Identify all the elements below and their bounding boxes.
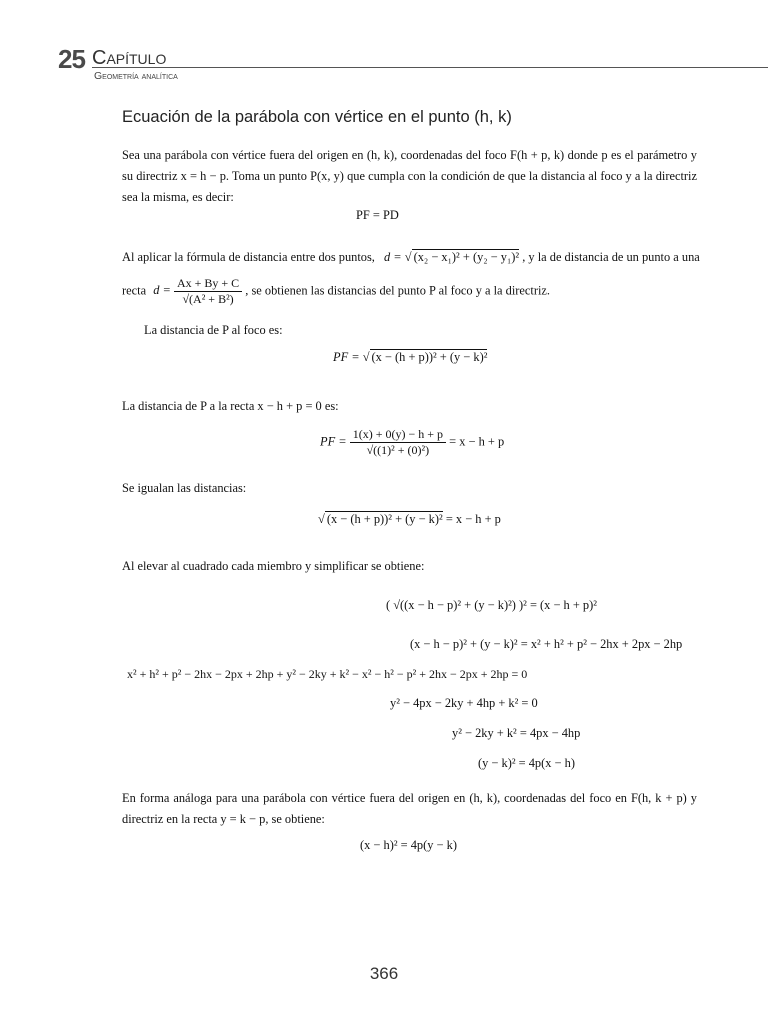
equation-square-1: ( √((x − h − p)² + (y − k)²) )² = (x − h + p)² [386,598,597,612]
equation-pd [320,427,504,458]
line-distance-paragraph [122,276,550,307]
equation-pf-pd: PF = PD [356,208,399,222]
equation-square-4: y² − 4px − 2ky + 4hp + k² = 0 [390,696,538,710]
line-distance-fraction [174,276,242,307]
equation-pd-fraction [350,427,446,458]
equation-square-6: (y − k)² = 4p(x − h) [478,756,575,770]
distance-formula-lhs: d = [384,250,402,264]
chapter-subtitle: Geometría analítica [94,70,178,82]
distance-paragraph [122,250,702,265]
equation-square-3: x² + h² + p² − 2hx − 2px + 2hp + y² − 2ky + k² − x² − h² − p² + 2hx − 2px + 2hp = 0 [127,667,528,681]
chapter-word: Capítulo [92,47,167,69]
equation-pf-radicand: (x − (h + p))² + (y − k)² [371,350,488,364]
equation-pd-lhs: PF = [320,434,347,449]
equate-label: Se igualan las distancias: [122,481,247,495]
focus-distance-label: La distancia de P al foco es: [144,323,283,337]
equation-pf: PF = √ (x − (h + p))² + (y − k)² [333,350,488,364]
page-number: 366 [369,964,399,983]
equation-square-2: (x − h − p)² + (y − k)² = x² + h² + p² − 2hx + 2px − 2hp [410,637,683,651]
chapter-number: 25 [58,44,85,74]
equation-pf-lhs: PF = [333,350,360,364]
line-distance-numerator: Ax + By + C [174,276,242,292]
square-label: Al elevar al cuadrado cada miembro y simplificar se obtiene: [122,559,425,573]
distance-text-a: Al aplicar la fórmula de distancia entre dos puntos, [122,250,375,264]
equation-equal-rhs: = x − h + p [445,512,501,526]
section-title: Ecuación de la parábola con vértice en el punto (h, k) [122,108,512,126]
line-distance-lhs: d = [153,283,171,298]
equation-pd-numerator: 1(x) + 0(y) − h + p [350,427,446,443]
line-distance-text-a: recta [122,283,147,298]
header-rule [92,67,768,68]
analog-paragraph: En forma análoga para una parábola con vértice fuera del origen en (h, k), coordenadas del foco en F(h, k + p) y directriz en la recta y = k − p, se obtiene: [122,791,697,826]
distance-text-b: , y la de distancia de un punto a una [522,250,700,264]
equation-pd-rhs: = x − h + p [449,434,505,449]
equation-equal-radicand: (x − (h + p))² + (y − k)² [326,512,443,526]
distance-formula-radicand: (x₂ − x₁)² + (y₂ − y₁)² [413,250,520,264]
intro-paragraph: Sea una parábola con vértice fuera del origen en (h, k), coordenadas del foco F(h + p, k) donde p es el parámetro y su directriz x = h − p. Toma un punto P(x, y) que cumpla con la condición de que la distancia al foco y a la directriz sea la misma, es decir: [122,148,697,204]
distance-formula: d = √ (x₂ − x₁)² + (y₂ − y₁)² [384,250,520,264]
line-distance-label: La distancia de P a la recta x − h + p = 0 es: [122,399,339,413]
equation-pd-denominator: √((1)² + (0)²) [366,443,430,457]
equation-square-5: y² − 2ky + k² = 4px − 4hp [452,726,581,740]
equation-equal: √ (x − (h + p))² + (y − k)² = x − h + p [318,512,501,526]
line-distance-text-b: , se obtienen las distancias del punto P al foco y a la directriz. [245,283,551,298]
equation-final: (x − h)² = 4p(y − k) [360,838,457,852]
line-distance-denominator: √(A² + B²) [182,292,234,306]
